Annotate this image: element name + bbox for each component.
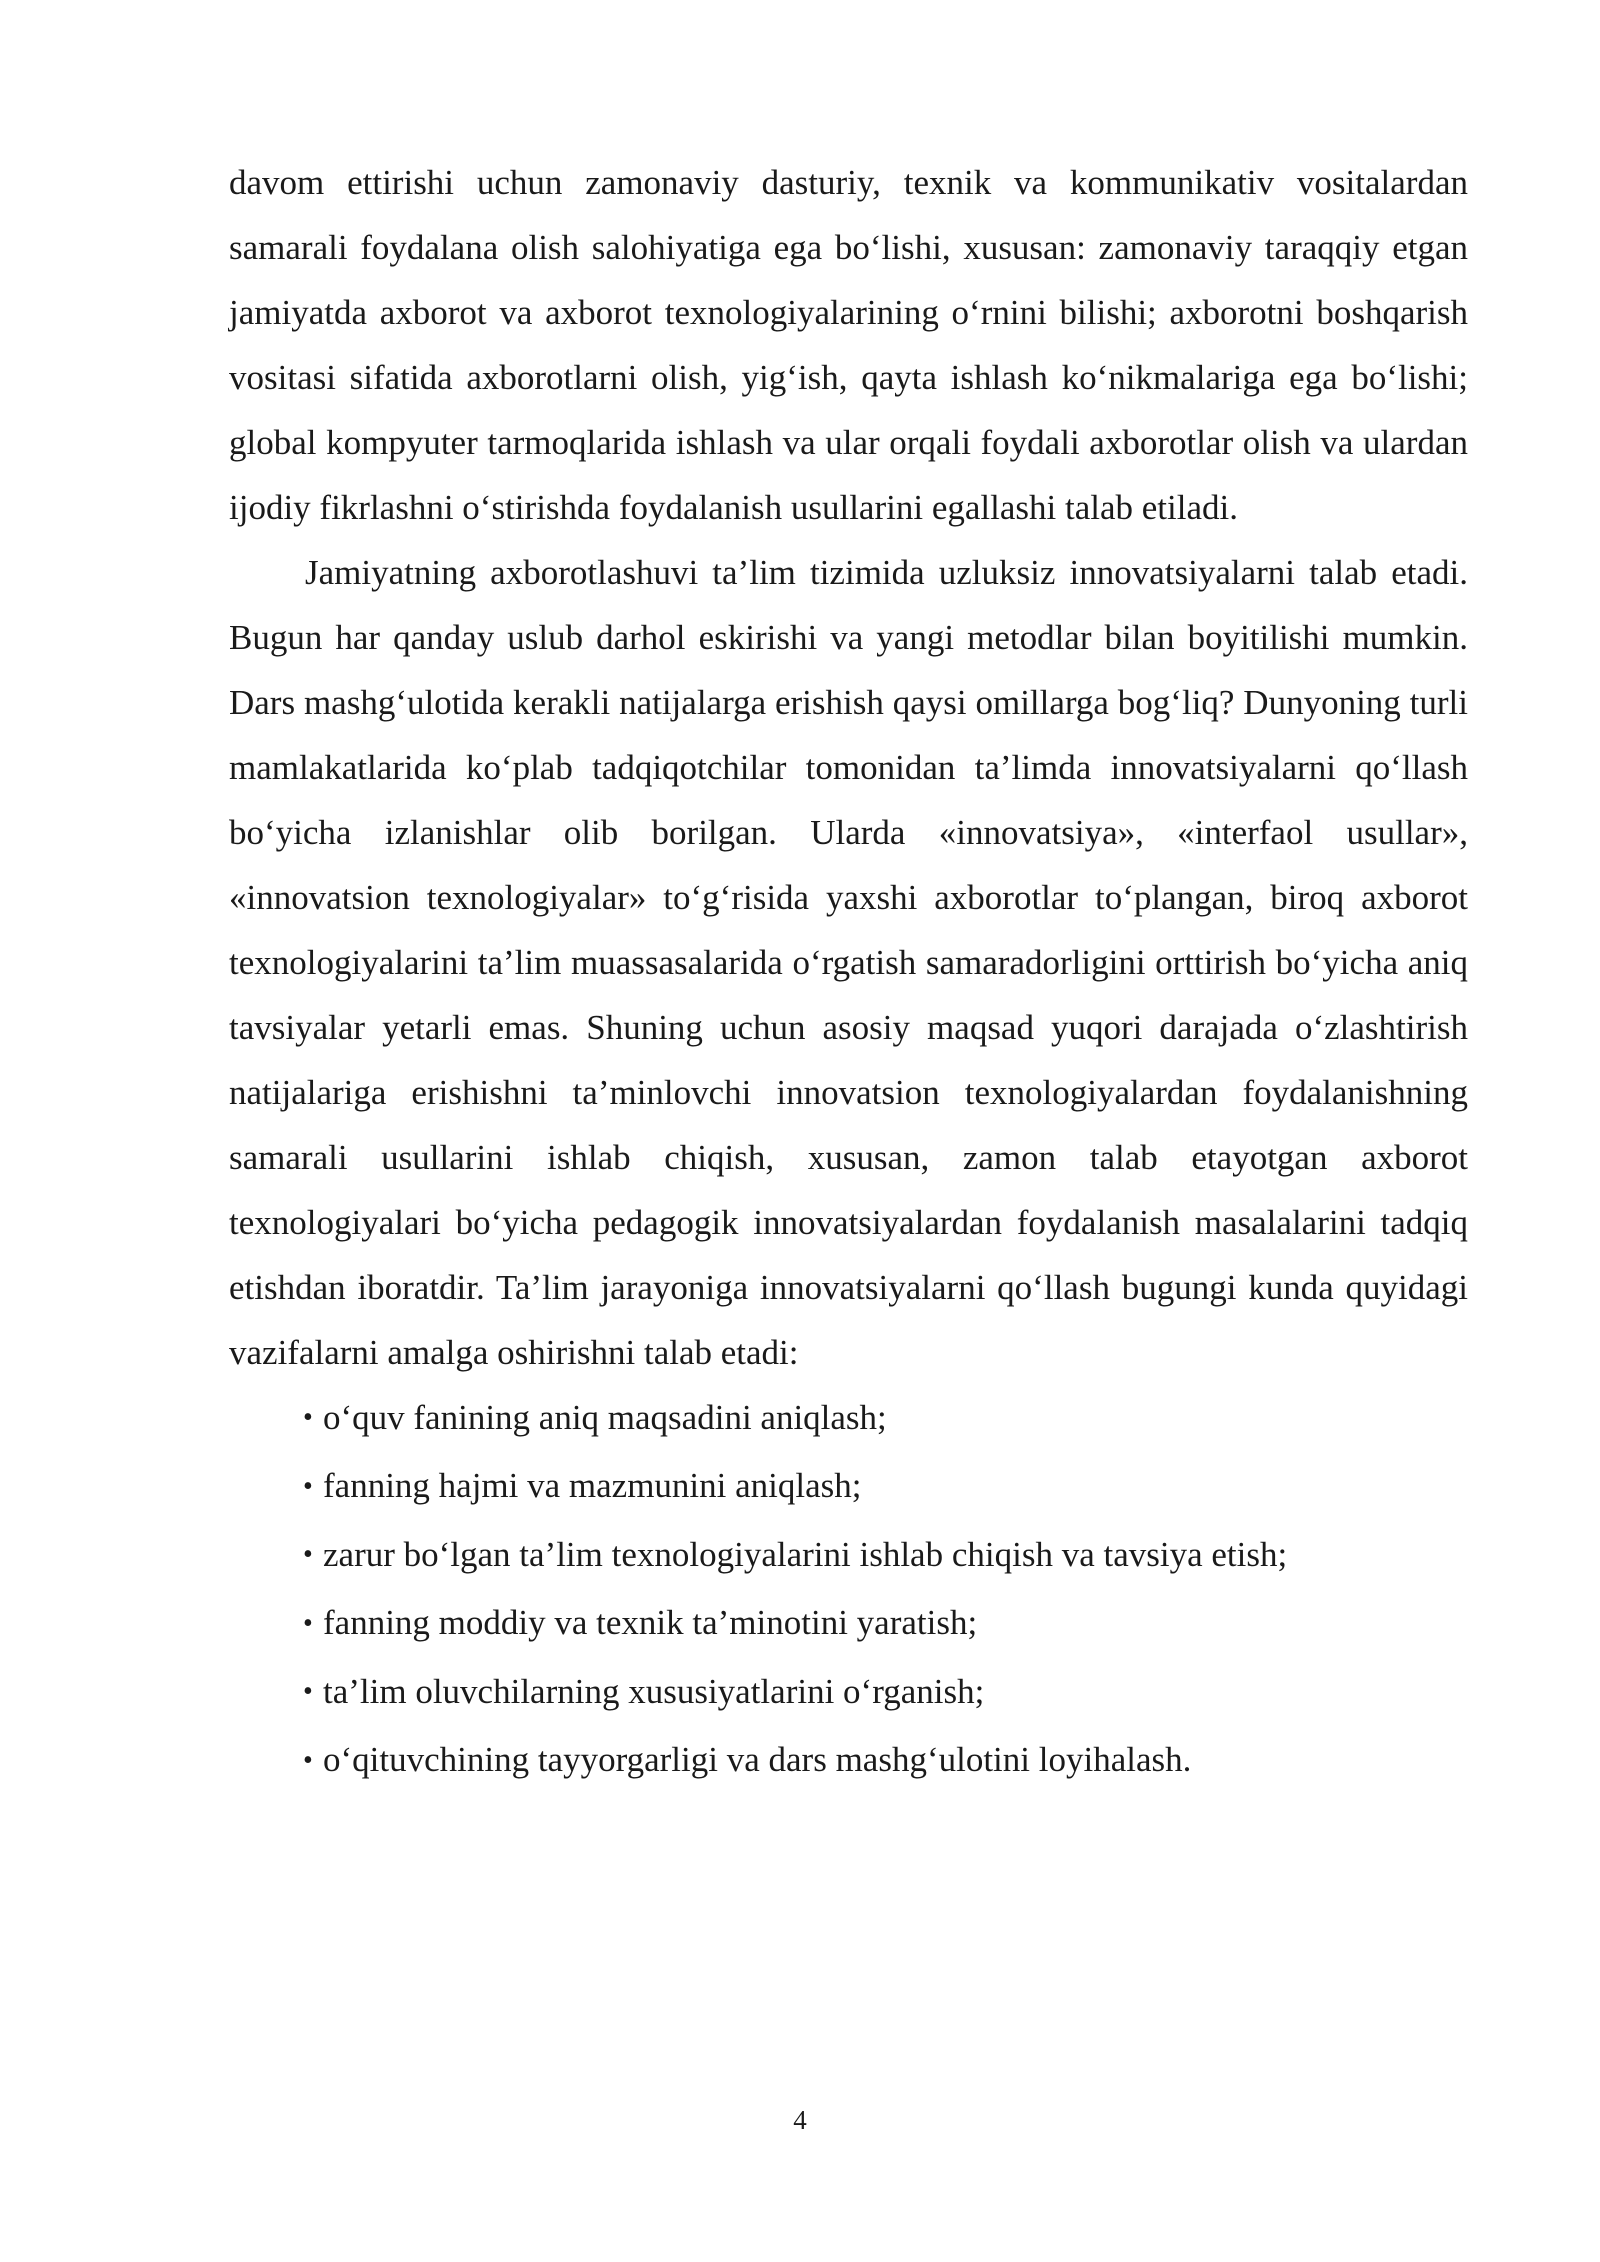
list-item-text: o‘quv fanining aniq maqsadini aniqlash; [323,1398,887,1437]
bullet-icon: • [303,1539,313,1571]
list-item [303,1590,1468,1658]
bullet-icon: • [303,1402,313,1434]
bullet-icon: • [303,1676,313,1708]
list-item-text: fanning hajmi va mazmunini aniqlash; [323,1466,862,1506]
list-item-text: zarur bo‘lgan ta’lim texnologiyalarini ishlab chiqish va tavsiya etish; [323,1534,1288,1574]
list-item [303,1727,1468,1795]
paragraph-continuation: davom ettirishi uchun zamonaviy dasturiy, texnik va kommunikativ vositalardan samarali foydalana olish salohiyatiga ega bo‘lishi, xususan: zamonaviy taraqqiy etgan jamiyatda axborot va axborot texnologiyalarining o‘rnini bilishi; axborotni boshqarish vositasi sifatida axborotlarni olish, yig‘ish, qayta ishlash ko‘nikmalariga ega bo‘lishi; global kompyuter tarmoqlarida ishlash va ular orqali foydali axborotlar olish va ulardan ijodiy fikrlashni o‘stirishda foydalanish usullarini egallashi talab etiladi. [229,163,1468,527]
list-item-text: fanning moddiy va texnik ta’minotini yaratish; [323,1603,978,1643]
list-item-text: o‘qituvchining tayyorgarligi va dars mashg‘ulotini loyihalash. [323,1740,1192,1780]
list-item [303,1453,1468,1521]
list-item [303,1385,1468,1453]
bullet-icon: • [303,1744,313,1776]
page-number: 4 [793,2105,807,2135]
bullet-icon: • [303,1470,313,1502]
list-item [303,1659,1468,1727]
list-item [303,1522,1468,1590]
body-text [229,150,1468,1796]
list-item-text: ta’lim oluvchilarning xususiyatlarini o‘rganish; [323,1671,985,1711]
paragraph-innovations: Jamiyatning axborotlashuvi ta’lim tizimida uzluksiz innovatsiyalarni talab etadi. Bugun har qanday uslub darhol eskirishi va yangi metodlar bilan boyitilishi mumkin. Dars mashg‘ulotida kerakli natijalarga erishish qaysi omillarga bog‘liq? Dunyoning turli mamlakatlarida ko‘plab tadqiqotchilar tomonidan ta’limda innovatsiyalarni qo‘llash bo‘yicha izlanishlar olib borilgan. Ularda «innovatsiya», «interfaol usullar», «innovatsion texnologiyalar» to‘g‘risida yaxshi axborotlar to‘plangan, biroq axborot texnologiyalarini ta’lim muassasalarida o‘rgatish samaradorligini orttirish bo‘yicha aniq tavsiyalar yetarli emas. Shuning uchun asosiy maqsad yuqori darajada o‘zlashtirish natijalariga erishishni ta’minlovchi innovatsion texnologiyalardan foydalanishning samarali usullarini ishlab chiqish, xususan, zamon talab etayotgan axborot texnologiyalari bo‘yicha pedagogik innovatsiyalardan foydalanish masalalarini tadqiq etishdan iboratdir. Ta’lim jarayoniga innovatsiyalarni qo‘llash bugungi kunda quyidagi vazifalarni amalga oshirishni talab etadi: [229,553,1468,1372]
task-list [229,1385,1468,1796]
bullet-icon: • [303,1607,313,1639]
